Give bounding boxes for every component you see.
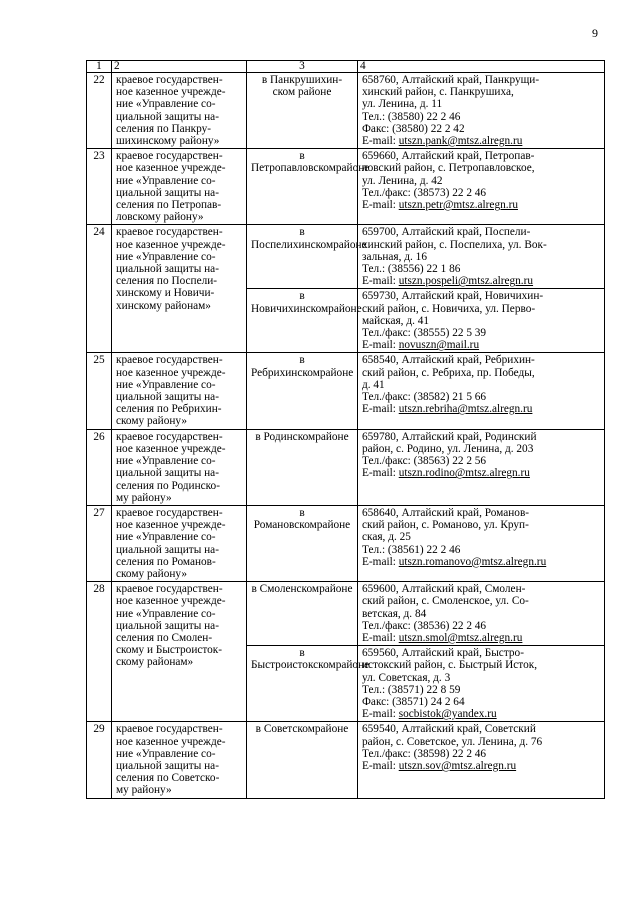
institution-line: ние «Управление со- — [116, 250, 216, 263]
row-number: 23 — [87, 149, 112, 225]
district-line: районе — [328, 302, 362, 315]
contact-line: ул. Ленина, д. 11 — [362, 98, 443, 111]
institution-line: скому району» — [116, 415, 187, 428]
contact-line: ул. Ленина, д. 42 — [362, 174, 443, 187]
email-address: utszn.petr@mtsz.alregn.ru — [398, 199, 518, 212]
contacts-cell — [358, 429, 605, 505]
table-row — [87, 73, 605, 149]
institution-line: ное казенное учрежде- — [116, 442, 226, 455]
institution-line: краевое государствен- — [116, 150, 223, 163]
column-header-4: 4 — [358, 61, 605, 73]
district-line: районе — [314, 723, 349, 736]
district-line: ском районе — [272, 86, 332, 99]
district-line: в Панкрушихин- — [261, 74, 343, 86]
contact-line: 658640, Алтайский край, Романов- — [362, 506, 530, 519]
institution-line: ное казенное учрежде- — [116, 162, 226, 175]
institution-line: циальной защиты на- — [116, 110, 219, 123]
email-address: novuszn@mail.ru — [398, 339, 480, 352]
district-cell — [247, 646, 370, 722]
institution-line: скому и Быстроисток- — [116, 644, 223, 657]
header-row — [87, 61, 605, 73]
contact-line: ул. Советская, д. 3 — [362, 671, 451, 684]
contact-line: Факс: (38580) 22 2 42 — [362, 122, 465, 135]
institution-line: ние «Управление со- — [116, 531, 216, 544]
contact-line: д. 41 — [362, 378, 385, 391]
contacts-cell — [358, 582, 605, 646]
row-number: 25 — [87, 353, 112, 429]
contact-line: Тел.: (38556) 22 1 86 — [362, 263, 461, 276]
district-line: районе — [319, 583, 353, 596]
contact-line: зальная, д. 16 — [362, 250, 427, 263]
contact-line: Тел.: (38571) 22 8 59 — [362, 683, 461, 696]
district-line: в Ребрихинском — [251, 354, 320, 379]
institution-cell — [112, 505, 247, 581]
contact-line: E-mail: socbistok@yandex.ru — [362, 708, 497, 721]
directory-table — [86, 60, 605, 799]
contact-line: ловский район, с. Петропавловское, — [362, 162, 535, 175]
institution-line: ное казенное учрежде- — [116, 519, 226, 532]
institution-line: шихинскому району» — [116, 135, 220, 148]
contact-line: ский район, с. Смоленское, ул. Со- — [362, 595, 529, 608]
contacts-cell — [358, 225, 605, 289]
institution-line: ние «Управление со- — [116, 747, 216, 760]
contact-line: E-mail: utszn.smol@mtsz.alregn.ru — [362, 631, 523, 644]
contact-line: хинский район, с. Поспелиха, ул. Вок- — [362, 238, 547, 251]
institution-line: циальной защиты на- — [116, 619, 219, 632]
contact-line: Тел./факс: (38555) 22 5 39 — [362, 327, 487, 340]
contact-line: ская, д. 25 — [362, 531, 411, 544]
institution-line: ние «Управление со- — [116, 98, 216, 111]
institution-line: селения по Ребрихин- — [116, 403, 222, 416]
institution-line: селения по Советско- — [116, 772, 220, 785]
district-cell — [247, 722, 358, 798]
contact-line: E-mail: utszn.sov@mtsz.alregn.ru — [362, 759, 517, 772]
contact-line: E-mail: utszn.rebriha@mtsz.alregn.ru — [362, 403, 533, 416]
institution-line: циальной защиты на- — [116, 391, 219, 404]
institution-line: ное казенное учрежде- — [116, 238, 226, 251]
institution-line: краевое государствен- — [116, 723, 223, 736]
institution-line: скому районам» — [116, 656, 194, 669]
district-cell — [247, 505, 358, 581]
district-line: в Быстроистокском — [251, 647, 336, 672]
contact-line: Тел./факс: (38536) 22 2 46 — [362, 619, 487, 632]
row-number: 28 — [87, 582, 112, 722]
institution-line: краевое государствен- — [116, 74, 223, 86]
institution-cell — [112, 149, 247, 225]
row-number: 27 — [87, 505, 112, 581]
institution-line: ное казенное учрежде- — [116, 366, 226, 379]
district-line: в Родинском — [255, 430, 316, 443]
district-line: в Петропавловском — [251, 150, 336, 175]
district-line: в Поспелихинском — [251, 226, 334, 251]
institution-line: циальной защиты на- — [116, 263, 219, 276]
table-row — [87, 722, 605, 798]
district-cell — [247, 289, 362, 353]
contact-line: E-mail: utszn.pank@mtsz.alregn.ru — [362, 135, 523, 148]
email-address: utszn.rodino@mtsz.alregn.ru — [398, 467, 530, 480]
contact-line: ский район, с. Новичиха, ул. Перво- — [362, 302, 536, 315]
contact-line: ский район, с. Ребриха, пр. Победы, — [362, 366, 535, 379]
contact-line: 659560, Алтайский край, Быстро- — [362, 647, 524, 660]
contact-line: 659660, Алтайский край, Петропав- — [362, 150, 535, 163]
table-row — [87, 353, 605, 429]
district-line: районе — [333, 238, 367, 251]
contact-line: ветская, д. 84 — [362, 607, 427, 620]
district-line: районе — [335, 659, 370, 672]
contact-line: 658540, Алтайский край, Ребрихин- — [362, 354, 535, 367]
district-line: в Новичихинском — [251, 290, 329, 315]
institution-line: селения по Панкру- — [116, 122, 212, 135]
contact-line: Тел./факс: (38582) 21 5 66 — [362, 391, 487, 404]
district-line: районе — [335, 162, 370, 175]
contact-line: хинский район, с. Панкрушиха, — [362, 86, 514, 99]
column-header-2: 2 — [112, 61, 247, 73]
contact-line: 659540, Алтайский край, Советский — [362, 723, 536, 736]
district-line: в Смоленском — [251, 583, 320, 596]
institution-cell — [112, 722, 247, 798]
institution-line: циальной защиты на- — [116, 759, 219, 772]
table-row — [87, 582, 605, 646]
contact-line: 659780, Алтайский край, Родинский — [362, 430, 537, 443]
contacts-cell — [358, 646, 605, 722]
institution-cell — [112, 73, 247, 149]
contacts-cell — [358, 289, 605, 353]
contact-line: майская, д. 41 — [362, 314, 430, 327]
institution-line: му району» — [116, 784, 172, 797]
contacts-cell — [358, 73, 605, 149]
district-cell — [247, 353, 358, 429]
institution-line: хинскому районам» — [116, 299, 211, 312]
table-row — [87, 225, 605, 289]
institution-line: селения по Смолен- — [116, 631, 213, 644]
institution-line: селения по Романов- — [116, 555, 216, 568]
institution-line: краевое государствен- — [116, 354, 223, 367]
institution-line: ловскому району» — [116, 211, 204, 224]
institution-cell — [112, 582, 247, 722]
institution-line: ное казенное учрежде- — [116, 86, 226, 99]
institution-line: хинскому и Новичи- — [116, 287, 215, 300]
contact-line: 659730, Алтайский край, Новичихин- — [362, 290, 544, 303]
contact-line: район, с. Советское, ул. Ленина, д. 76 — [362, 735, 543, 748]
contact-line: Тел.: (38561) 22 2 46 — [362, 543, 461, 556]
contact-line: E-mail: utszn.romanovo@mtsz.alregn.ru — [362, 555, 547, 568]
district-line: районе — [316, 519, 351, 532]
district-cell — [247, 582, 358, 646]
institution-line: ное казенное учрежде- — [116, 735, 226, 748]
institution-line: краевое государствен- — [116, 430, 223, 443]
contacts-cell — [358, 353, 605, 429]
institution-line: ние «Управление со- — [116, 607, 216, 620]
contact-line: Тел./факс: (38563) 22 2 56 — [362, 455, 487, 468]
contact-line: Тел.: (38580) 22 2 46 — [362, 110, 461, 123]
column-header-3: 3 — [247, 61, 358, 73]
contact-line: истокский район, с. Быстрый Исток, — [362, 659, 538, 672]
contacts-cell — [358, 149, 605, 225]
institution-cell — [112, 225, 247, 353]
institution-line: краевое государствен- — [116, 583, 223, 596]
district-line: в Романовском — [253, 506, 317, 532]
institution-line: ние «Управление со- — [116, 455, 216, 468]
email-address: utszn.romanovo@mtsz.alregn.ru — [398, 555, 547, 568]
row-number: 26 — [87, 429, 112, 505]
institution-line: циальной защиты на- — [116, 467, 219, 480]
email-address: utszn.rebriha@mtsz.alregn.ru — [398, 403, 533, 416]
table-row — [87, 429, 605, 505]
institution-line: ние «Управление со- — [116, 378, 216, 391]
row-number: 24 — [87, 225, 112, 353]
column-header-1: 1 — [87, 61, 112, 73]
institution-line: циальной защиты на- — [116, 186, 219, 199]
table-row — [87, 149, 605, 225]
district-cell — [247, 429, 358, 505]
email-address: utszn.pospeli@mtsz.alregn.ru — [398, 275, 534, 288]
email-address: utszn.smol@mtsz.alregn.ru — [398, 631, 523, 644]
row-number: 22 — [87, 73, 112, 149]
district-line: районе — [315, 430, 349, 443]
institution-cell — [112, 429, 247, 505]
contact-line: 659600, Алтайский край, Смолен- — [362, 583, 526, 596]
institution-line: селения по Петропав- — [116, 199, 222, 212]
institution-line: краевое государствен- — [116, 226, 223, 239]
contact-line: 658760, Алтайский край, Панкрущи- — [362, 74, 540, 86]
contact-line: E-mail: novuszn@mail.ru — [362, 339, 480, 352]
district-cell — [247, 225, 367, 289]
institution-line: ние «Управление со- — [116, 174, 216, 187]
district-cell — [247, 149, 370, 225]
table-body — [87, 73, 605, 799]
row-number: 29 — [87, 722, 112, 798]
page-number: 9 — [592, 26, 598, 40]
district-line: в Советском — [255, 723, 315, 736]
institution-line: селения по Поспели- — [116, 275, 218, 288]
institution-line: селения по Родинско- — [116, 479, 220, 492]
contact-line: Тел./факс: (38573) 22 2 46 — [362, 186, 487, 199]
institution-line: краевое государствен- — [116, 506, 223, 519]
contact-line: Тел./факс: (38598) 22 2 46 — [362, 747, 487, 760]
institution-cell — [112, 353, 247, 429]
contact-line: ский район, с. Романово, ул. Круп- — [362, 519, 529, 532]
contact-line: район, с. Родино, ул. Ленина, д. 203 — [362, 442, 534, 455]
contacts-cell — [358, 722, 605, 798]
email-address: socbistok@yandex.ru — [398, 708, 497, 721]
institution-line: ное казенное учрежде- — [116, 595, 226, 608]
institution-line: му району» — [116, 491, 172, 504]
contact-line: Факс: (38571) 24 2 64 — [362, 695, 465, 708]
institution-line: циальной защиты на- — [116, 543, 219, 556]
contact-line: E-mail: utszn.pospeli@mtsz.alregn.ru — [362, 275, 534, 288]
district-line: районе — [319, 366, 354, 379]
contact-line: E-mail: utszn.rodino@mtsz.alregn.ru — [362, 467, 530, 480]
email-address: utszn.pank@mtsz.alregn.ru — [398, 135, 523, 148]
contact-line: E-mail: utszn.petr@mtsz.alregn.ru — [362, 199, 518, 212]
contact-line: 659700, Алтайский край, Поспели- — [362, 226, 531, 239]
table-row — [87, 505, 605, 581]
contacts-cell — [358, 505, 605, 581]
district-cell — [247, 73, 358, 149]
institution-line: скому району» — [116, 567, 187, 580]
email-address: utszn.sov@mtsz.alregn.ru — [398, 759, 517, 772]
